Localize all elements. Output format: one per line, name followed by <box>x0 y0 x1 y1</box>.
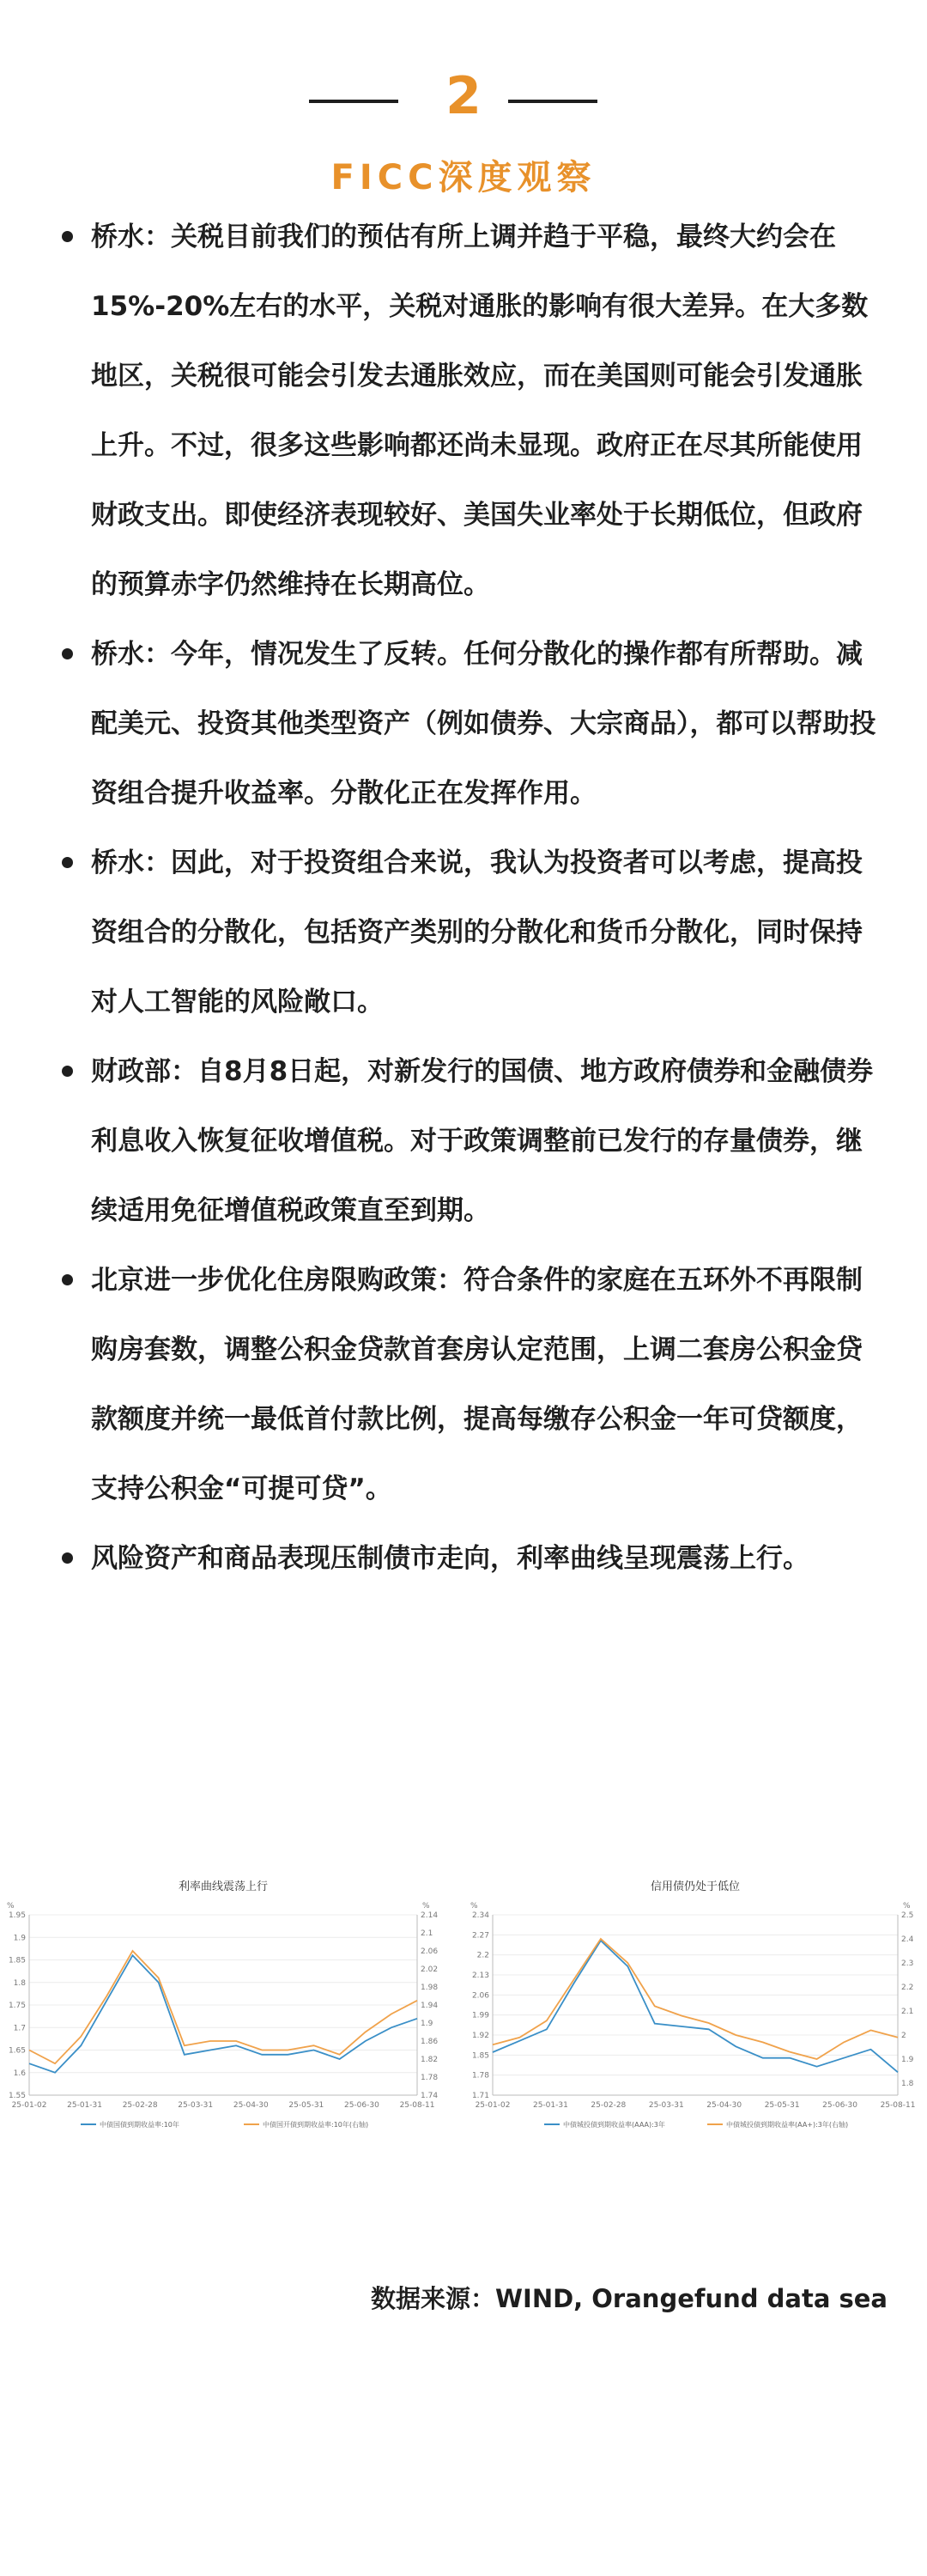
chart-credit-svg <box>464 1896 927 2154</box>
y-tick-right: 2.14 <box>421 1911 439 1920</box>
y-tick-left: 1.71 <box>471 2092 489 2100</box>
y-tick-right: 2.2 <box>901 1984 914 1992</box>
y-tick-left: 1.6 <box>13 2069 26 2078</box>
bullet-dot <box>62 1274 73 1285</box>
bullet-text: 桥水：关税目前我们的预估有所上调并趋于平稳，最终大约会在15%-20%左右的水平，关税对通胀的影响有很大差异。在大多数地区，关税很可能会引发去通胀效应，而在美国则可能会引发通胀上升。不过，很多这些影响都还尚未显现。政府正在尽其所能使用财政支出。即使经济表现较好、美国失业率处于长期低位，但政府的预算赤字仍然维持在长期高位。 <box>91 222 869 600</box>
x-tick-label: 25-02-28 <box>591 2101 627 2110</box>
list-item <box>57 620 885 829</box>
y-tick-left: 1.95 <box>8 1911 26 1920</box>
list-item <box>57 1524 885 1594</box>
y-tick-left: 1.92 <box>471 2032 489 2040</box>
y-tick-left: 1.78 <box>471 2071 489 2081</box>
x-tick-label: 25-01-02 <box>475 2101 511 2110</box>
x-tick-label: 25-03-31 <box>178 2101 214 2110</box>
y-tick-left: 2.34 <box>471 1911 489 1920</box>
bullet-text: 北京进一步优化住房限购政策：符合条件的家庭在五环外不再限制购房套数，调整公积金贷款首套房认定范围，上调二套房公积金贷款额度并统一最低首付款比例，提高每缴存公积金一年可贷额度，支持公积金“可提可贷”。 <box>91 1265 863 1504</box>
x-tick-label: 25-05-31 <box>764 2101 800 2110</box>
series-line <box>29 1951 417 2063</box>
x-tick-label: 25-05-31 <box>288 2101 324 2110</box>
list-item <box>57 1037 885 1246</box>
x-tick-label: 25-01-31 <box>67 2101 103 2110</box>
divider-right <box>508 100 597 103</box>
list-item <box>57 203 885 620</box>
y-tick-right: 1.9 <box>421 2020 433 2028</box>
bullet-text: 风险资产和商品表现压制债市走向，利率曲线呈现震荡上行。 <box>91 1543 809 1574</box>
y-tick-left: 2.06 <box>471 1991 489 2001</box>
y-tick-right: 1.86 <box>421 2038 439 2046</box>
y-tick-right: 2.3 <box>901 1959 914 1968</box>
y-axis-unit-left: % <box>470 1902 478 1911</box>
y-tick-left: 1.85 <box>8 1956 26 1965</box>
x-tick-label: 25-08-11 <box>880 2101 916 2110</box>
x-tick-label: 25-04-30 <box>706 2101 742 2110</box>
section-header <box>0 60 927 132</box>
y-tick-right: 2.02 <box>421 1965 439 1974</box>
bullet-list <box>57 203 885 1594</box>
section-number: 2 <box>445 66 482 126</box>
divider-left <box>309 100 398 103</box>
list-item <box>57 1246 885 1524</box>
y-axis-unit-right: % <box>422 1902 430 1911</box>
x-tick-label: 25-04-30 <box>233 2101 269 2110</box>
y-tick-right: 2.06 <box>421 1947 439 1956</box>
y-axis-unit-left: % <box>7 1902 15 1911</box>
y-tick-left: 2.13 <box>471 1971 489 1980</box>
y-tick-right: 1.8 <box>901 2080 914 2088</box>
section-title: FICC深度观察 <box>330 158 597 197</box>
series-line <box>493 1939 898 2059</box>
legend-label: 中债城投债到期收益率(AA+):3年(右轴) <box>726 2121 849 2129</box>
chart-title: 信用债仍处于低位 <box>650 1880 740 1893</box>
bullet-text: 桥水：今年，情况发生了反转。任何分散化的操作都有所帮助。减配美元、投资其他类型资产（例如债券、大宗商品），都可以帮助投资组合提升收益率。分散化正在发挥作用。 <box>91 639 876 809</box>
y-tick-left: 1.75 <box>8 2002 26 2010</box>
y-tick-left: 1.8 <box>13 1978 26 1988</box>
legend-label: 中债城投债到期收益率(AAA):3年 <box>563 2121 665 2129</box>
y-tick-right: 1.74 <box>421 2092 439 2100</box>
y-tick-right: 2.5 <box>901 1911 914 1920</box>
y-tick-left: 1.9 <box>13 1934 26 1943</box>
y-tick-right: 2.1 <box>421 1929 433 1938</box>
x-tick-label: 25-02-28 <box>122 2101 158 2110</box>
series-line <box>29 1955 417 2073</box>
bullet-dot <box>62 231 73 242</box>
bullet-text: 财政部：自8月8日起，对新发行的国债、地方政府债券和金融债券利息收入恢复征收增值税。对于政策调整前已发行的存量债券，继续适用免征增值税政策直至到期。 <box>91 1056 874 1226</box>
data-source: 数据来源：WIND, Orangefund data sea <box>371 2284 888 2313</box>
bullet-dot <box>62 857 73 868</box>
y-tick-left: 2.2 <box>476 1951 489 1960</box>
bullet-dot <box>62 1066 73 1077</box>
y-tick-right: 1.78 <box>421 2074 439 2082</box>
bullet-dot <box>62 1552 73 1564</box>
y-tick-right: 1.82 <box>421 2056 439 2064</box>
x-tick-label: 25-01-02 <box>11 2101 47 2110</box>
y-tick-right: 1.9 <box>901 2056 914 2064</box>
y-tick-left: 1.99 <box>471 2011 489 2020</box>
y-tick-right: 2.4 <box>901 1935 914 1944</box>
x-tick-label: 25-06-30 <box>822 2101 858 2110</box>
legend-label: 中债国开债到期收益率:10年(右轴) <box>263 2121 369 2129</box>
x-tick-label: 25-08-11 <box>399 2101 435 2110</box>
chart-rates-svg <box>0 1896 446 2154</box>
series-line <box>493 1941 898 2072</box>
x-tick-label: 25-03-31 <box>648 2101 684 2110</box>
y-tick-right: 2 <box>901 2032 906 2040</box>
y-tick-right: 1.98 <box>421 1984 439 1992</box>
bullet-dot <box>62 648 73 659</box>
x-tick-label: 25-06-30 <box>343 2101 379 2110</box>
bullet-text: 桥水：因此，对于投资组合来说，我认为投资者可以考虑，提高投资组合的分散化，包括资产类别的分散化和货币分散化，同时保持对人工智能的风险敞口。 <box>91 848 863 1018</box>
legend-label: 中债国债到期收益率:10年 <box>100 2121 179 2129</box>
charts-row <box>0 1863 927 2172</box>
y-tick-right: 1.94 <box>421 2002 439 2010</box>
y-tick-left: 1.65 <box>8 2046 26 2056</box>
chart-title: 利率曲线震荡上行 <box>178 1880 268 1893</box>
y-tick-left: 1.7 <box>13 2024 26 2033</box>
y-tick-left: 2.27 <box>471 1931 489 1941</box>
y-tick-left: 1.55 <box>8 2092 26 2100</box>
x-tick-label: 25-01-31 <box>532 2101 568 2110</box>
y-tick-right: 2.1 <box>901 2008 914 2016</box>
y-tick-left: 1.85 <box>471 2051 489 2061</box>
y-axis-unit-right: % <box>903 1902 911 1911</box>
list-item <box>57 829 885 1037</box>
